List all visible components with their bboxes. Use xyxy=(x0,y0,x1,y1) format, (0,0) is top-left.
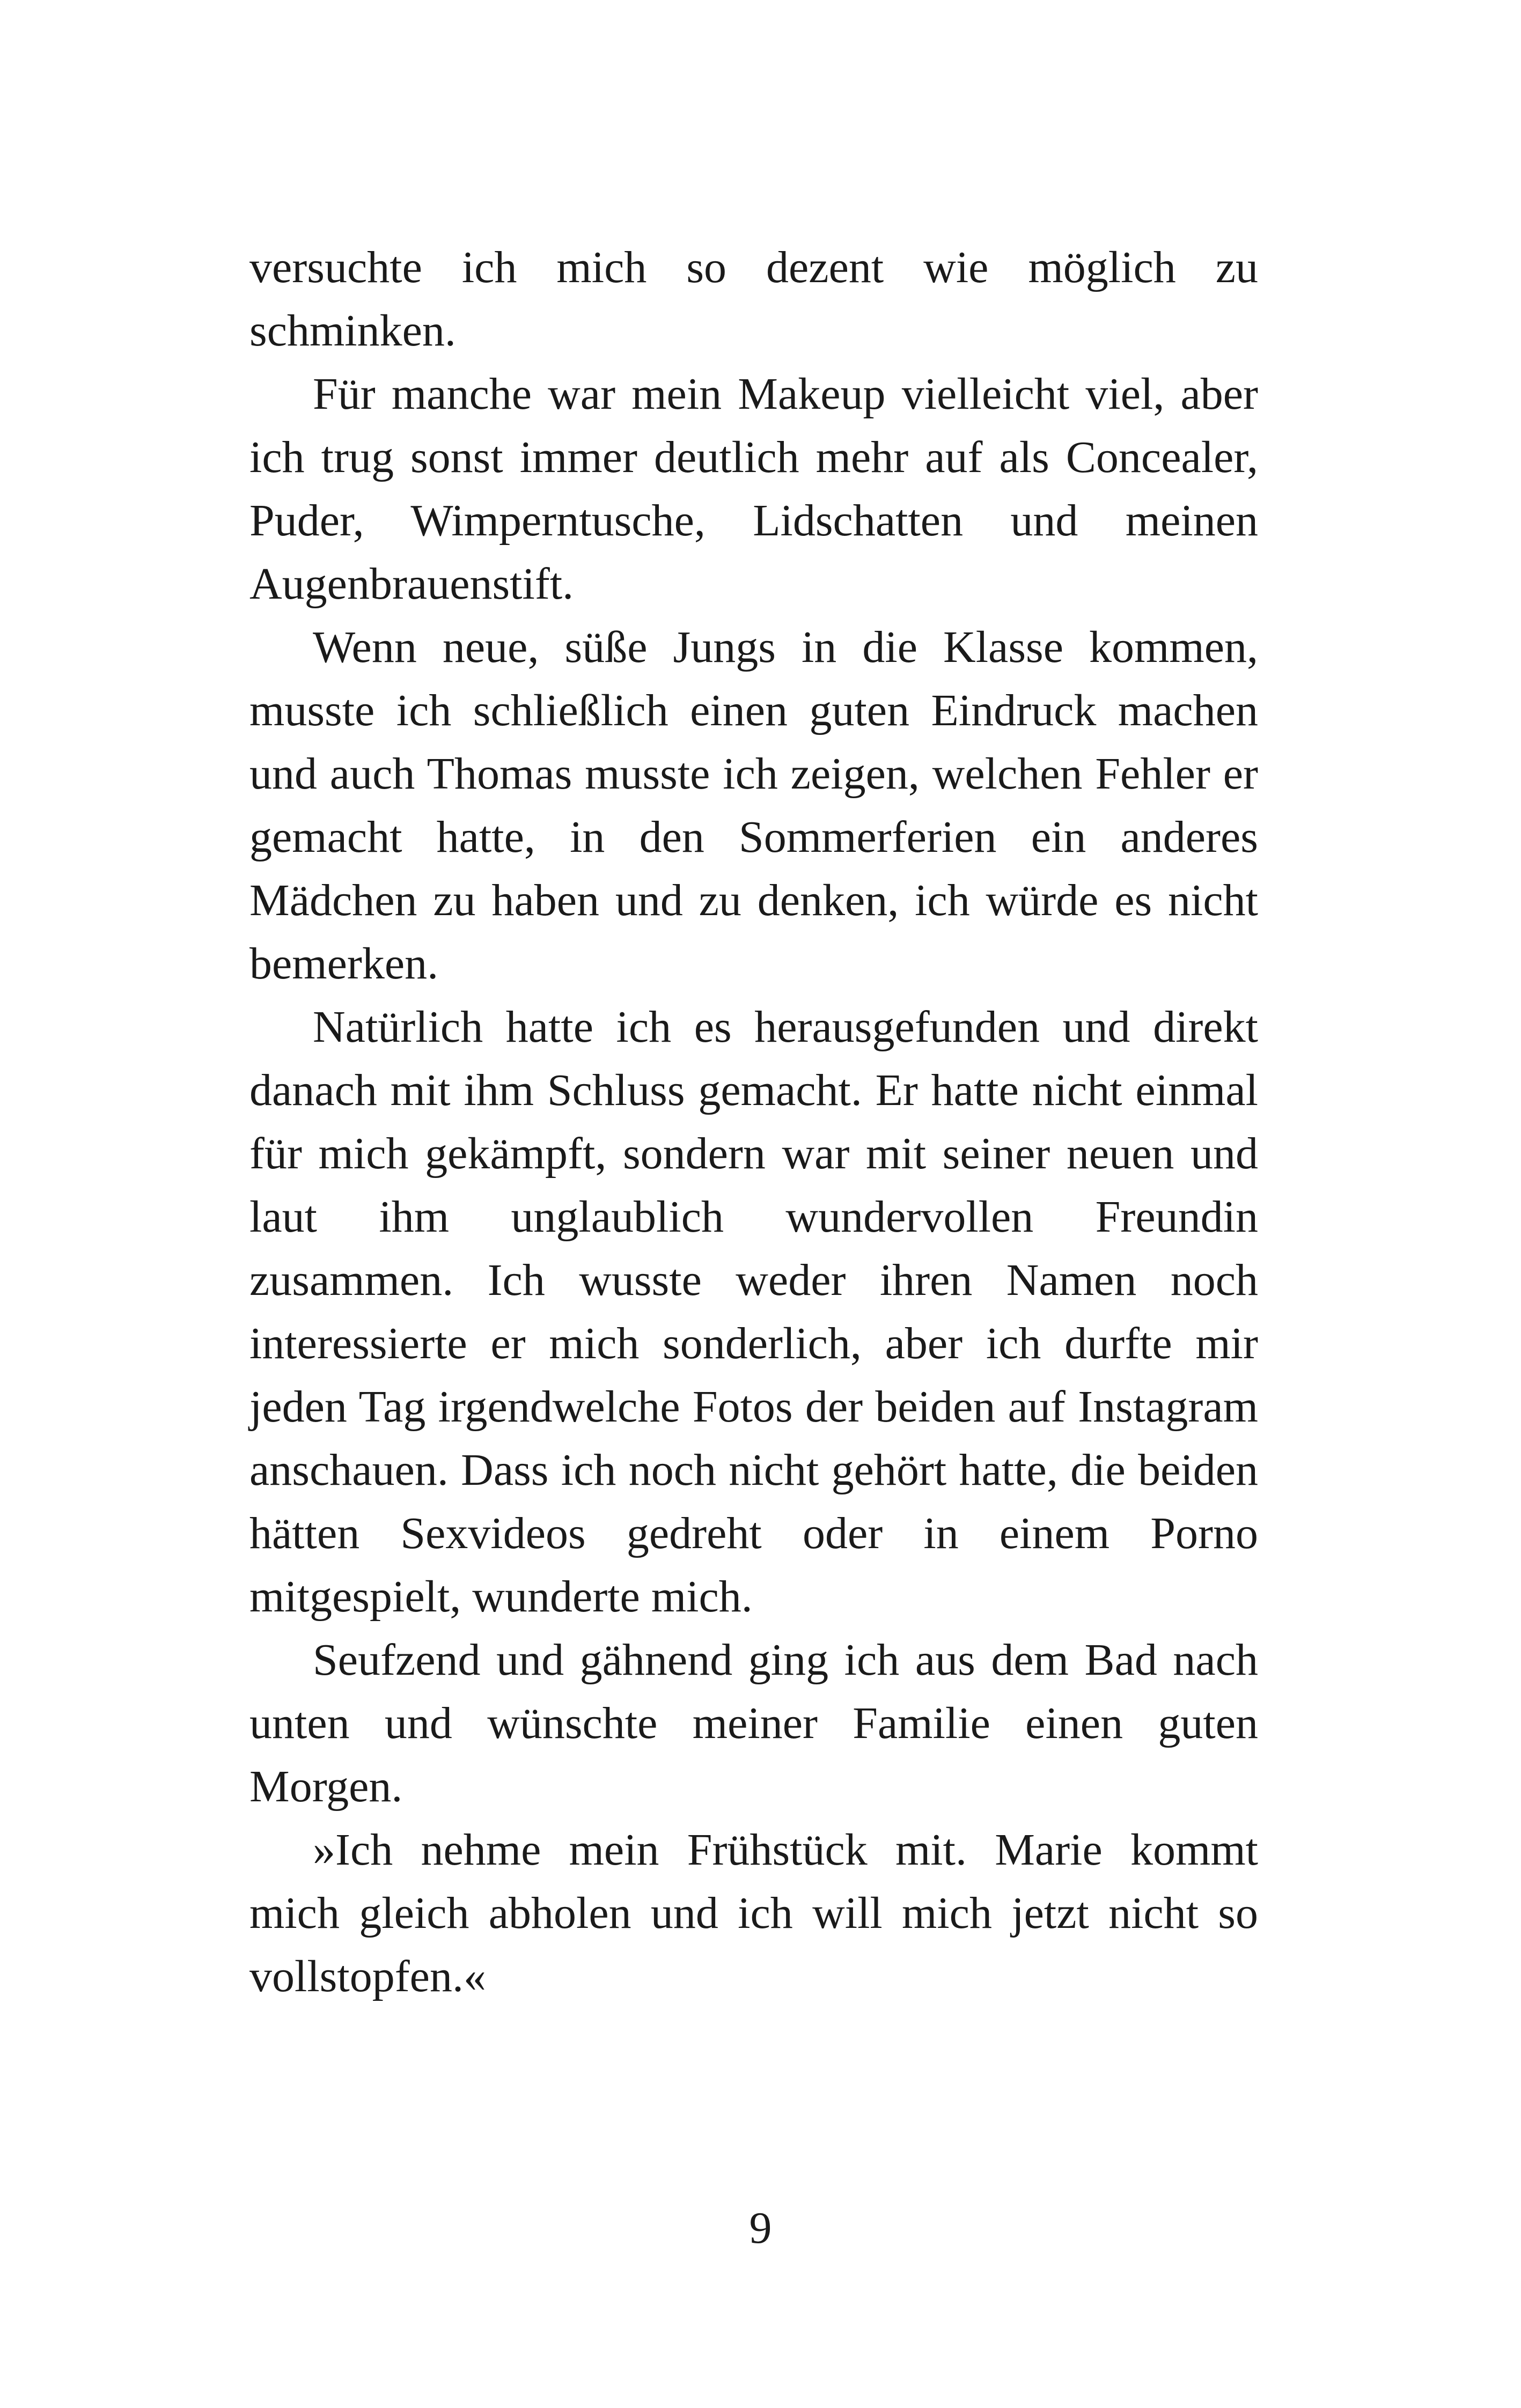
paragraph-5: Seufzend und gähnend ging ich aus dem Bad nach unten und wünschte meiner Familie einen guten Morgen. xyxy=(249,1635,1258,1811)
paragraph-3: Wenn neue, süße Jungs in die Klasse kommen, musste ich schließlich einen guten Eindruck machen und auch Thomas musste ich zeigen, welchen Fehler er gemacht hatte, in den Sommerferien ein anderes Mädchen zu haben und zu denken, ich würde es nicht bemerken. xyxy=(249,622,1258,989)
paragraph-2: Für manche war mein Makeup vielleicht viel, aber ich trug sonst immer deutlich mehr auf als Concealer, Puder, Wimperntusche, Lidschatten und meinen Augenbrauenstift. xyxy=(249,369,1258,609)
paragraph-1: versuchte ich mich so dezent wie möglich zu schminken. xyxy=(249,242,1258,356)
paragraph-6: »Ich nehme mein Frühstück mit. Marie kommt mich gleich abholen und ich will mich jetzt nicht so vollstopfen.« xyxy=(249,1825,1258,2001)
paragraph-4: Natürlich hatte ich es herausgefunden und direkt danach mit ihm Schluss gemacht. Er hatte nicht einmal für mich gekämpft, sondern war mit seiner neuen und laut ihm unglaublich wundervollen Freundin zusammen. Ich wusste weder ihren Namen noch interessierte er mich sonderlich, aber ich durfte mir jeden Tag irgendwelche Fotos der beiden auf Instagram anschauen. Dass ich noch nicht gehört hatte, die beiden hätten Sexvideos gedreht oder in einem Porno mitgespielt, wunderte mich. xyxy=(249,1002,1258,1622)
body-text xyxy=(249,236,1258,2008)
page-number: 9 xyxy=(749,2203,772,2253)
